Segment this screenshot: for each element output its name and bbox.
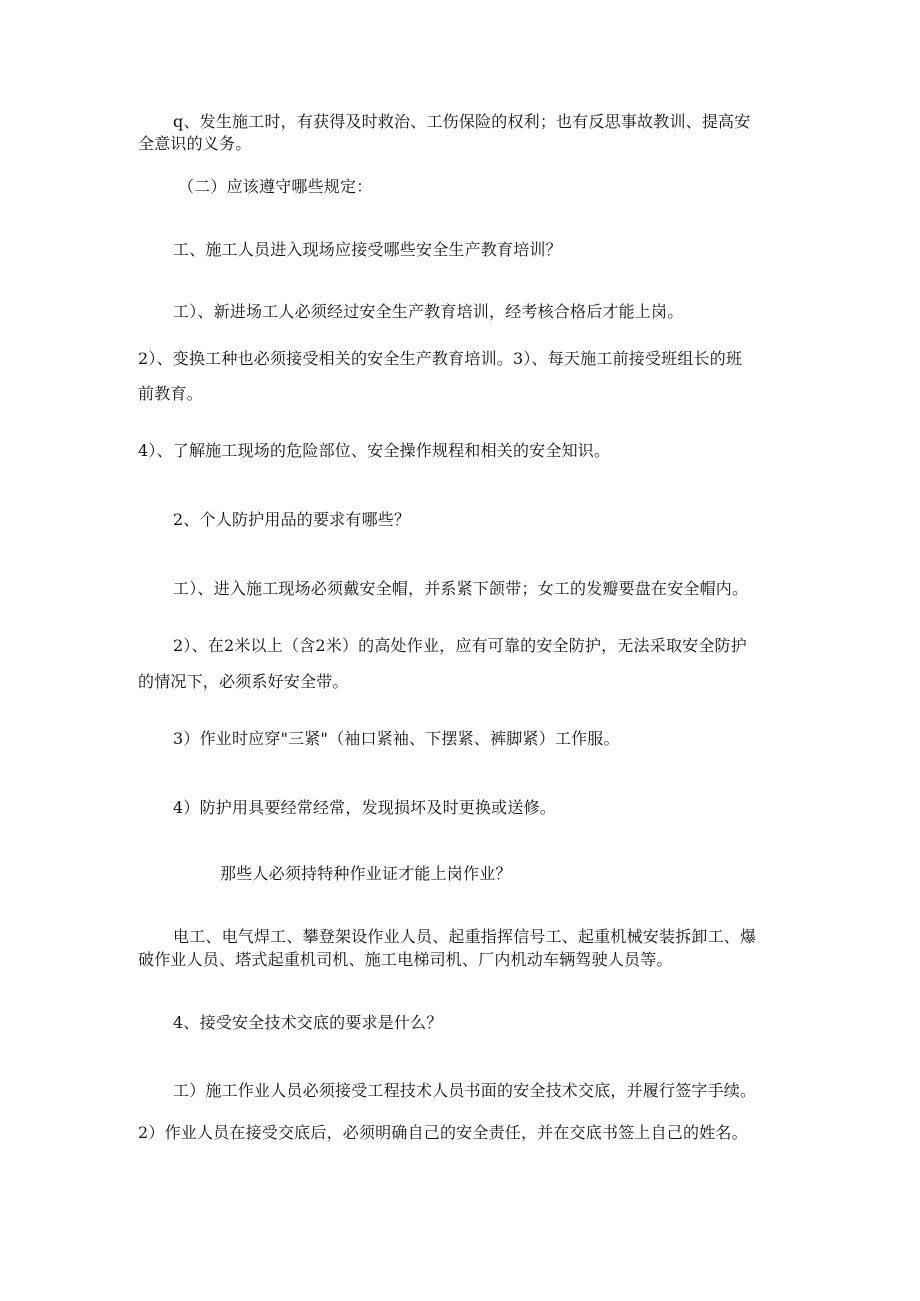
section-heading: （二）应该遵守哪些规定： bbox=[178, 177, 373, 196]
paragraph-line: 的情况下，必须系好安全带。 bbox=[138, 672, 349, 691]
paragraph-line: 电工、电气焊工、攀登架设作业人员、起重指挥信号工、起重机械安装拆卸工、爆 bbox=[173, 927, 757, 946]
paragraph-line: 全意识的义务。 bbox=[138, 134, 252, 153]
paragraph-line: 4）、了解施工现场的危险部位、安全操作规程和相关的安全知识。 bbox=[138, 441, 611, 460]
paragraph-line: 2）、在2米以上（含2米）的高处作业，应有可靠的安全防护，无法采取安全防护 bbox=[173, 636, 747, 655]
paragraph-line: 工）、新进场工人必须经过安全生产教育培训，经考核合格后才能上岗。 bbox=[173, 302, 684, 321]
question-heading: 工、施工人员进入现场应接受哪些安全生产教育培训？ bbox=[173, 240, 562, 259]
question-heading: 4、接受安全技术交底的要求是什么？ bbox=[173, 1013, 443, 1032]
paragraph-line: q、发生施工时，有获得及时救治、工伤保险的权利；也有反思事故教训、提高安 bbox=[173, 112, 751, 131]
paragraph-line: 前教育。 bbox=[138, 384, 203, 403]
paragraph-line: 工）施工作业人员必须接受工程技术人员书面的安全技术交底，并履行签字手续。 bbox=[173, 1081, 757, 1100]
paragraph-line: 4）防护用具要经常经常，发现损坏及时更换或送修。 bbox=[173, 798, 556, 817]
paragraph-line: 2）、变换工种也必须接受相关的安全生产教育培训。3）、每天施工前接受班组长的班 bbox=[138, 349, 743, 368]
paragraph-line: 3）作业时应穿"三紧"（袖口紧袖、下摆紧、裤脚紧）工作服。 bbox=[173, 729, 620, 748]
question-heading: 那些人必须持特种作业证才能上岗作业？ bbox=[220, 864, 512, 883]
paragraph-line: 工）、进入施工现场必须戴安全帽，并系紧下颌带；女工的发瓣要盘在安全帽内。 bbox=[173, 579, 749, 598]
paragraph-line: 2）作业人员在接受交底后，必须明确自己的安全责任，并在交底书签上自己的姓名。 bbox=[138, 1123, 748, 1142]
question-heading: 2、个人防护用品的要求有哪些？ bbox=[173, 510, 411, 529]
paragraph-line: 破作业人员、塔式起重机司机、施工电梯司机、厂内机动车辆驾驶人员等。 bbox=[138, 950, 673, 969]
